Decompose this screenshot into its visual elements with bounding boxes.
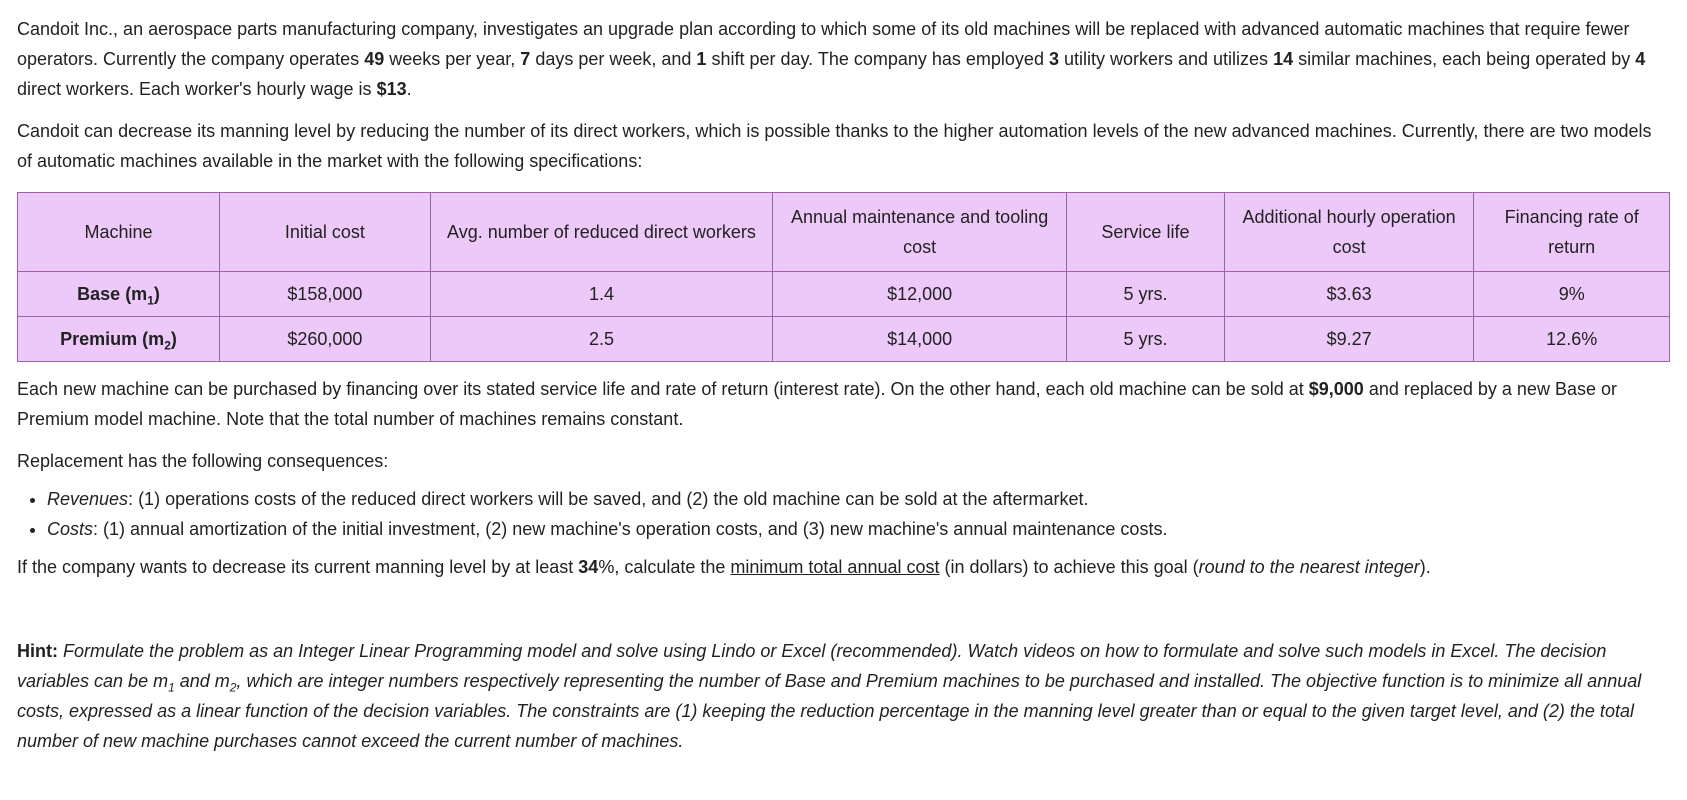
direct-workers-value: 4 [1635,49,1646,69]
header-cell: Additional hourly operation cost [1224,193,1474,272]
target-phrase: minimum total annual cost [730,557,940,577]
models-paragraph: Candoit can decrease its manning level by reducing the number of its direct workers, which is possible thanks to the higher automation levels of the new advanced machines. Currently, there are two models of automatic machines available in the market with the following specifications: [17,121,1652,171]
header-cell: Avg. number of reduced direct workers [430,193,773,272]
table-cell: 9% [1474,272,1670,317]
table-row [18,272,1670,317]
table-cell: $158,000 [220,272,431,317]
table-cell: $14,000 [773,317,1067,362]
table-cell: $9.27 [1224,317,1474,362]
table-cell: $12,000 [773,272,1067,317]
table-cell: 1.4 [430,272,773,317]
list-item: • Costs: (1) annual amortization of the initial investment, (2) new machine's operation costs, and (3) new machine's annual maintenance costs. [47,514,1670,544]
hint-paragraph: Hint: Formulate the problem as an Integer Linear Programming model and solve using Lindo or Excel (recommended). Watch videos on how to formulate and solve such models in Excel. The decision variables can be $m_1$ and $m_2$, which are integer numbers respectively representing the number of Base and Premium machines to be purchased and installed. The objective function is to minimize all annual costs, expressed as a linear function of the decision variables. The constraints are (1) keeping the reduction percentage in the manning level greater than or equal to the given target level, and (2) the total number of new machine purchases cannot exceed the current number of machines. [17,641,1642,751]
days-value: 7 [520,49,531,69]
hint-label: Hint: [17,641,58,661]
list-item: • Revenues: (1) operations costs of the reduced direct workers will be saved, and (2) the old machine can be sold at the aftermarket. [47,484,1670,514]
consequences-intro: Replacement has the following consequences: [17,451,389,471]
table-cell: 12.6% [1474,317,1670,362]
target-percent-value: 34 [578,557,599,577]
header-cell: Machine [18,193,220,272]
header-cell: Annual maintenance and tooling cost [773,193,1067,272]
utility-workers-value: 3 [1048,49,1059,69]
resale-price-value: $9,000 [1308,379,1364,399]
header-cell: Service life [1067,193,1225,272]
table-cell: 5 yrs. [1067,317,1225,362]
row-label: Premium $(m_2)$ [18,317,220,362]
question-paragraph: If the company wants to decrease its current manning level by at least 34%, calculate the minimum total annual cost (in dollars) to achieve this goal (round to the nearest integer). [17,557,1431,577]
table-row [18,317,1670,362]
intro-paragraph: Candoit Inc., an aerospace parts manufacturing company, investigates an upgrade plan according to which some of its old machines will be replaced with advanced automatic machines that require fewer operators. Currently the company operates 49 weeks per year, 7 days per week, and 1 shift per day. The company has employed 3 utility workers and utilizes 14 similar machines, each being operated by 4 direct workers. Each worker's hourly wage is $13. [17,19,1646,99]
weeks-value: 49 [364,49,385,69]
machine-specs-table [17,192,1670,362]
shifts-value: 1 [696,49,707,69]
table-cell: 5 yrs. [1067,272,1225,317]
consequences-list [17,484,1670,544]
table-cell: $260,000 [220,317,431,362]
header-cell: Initial cost [220,193,431,272]
row-label: Base $(m_1)$ [18,272,220,317]
header-cell: Financing rate of return [1474,193,1670,272]
machines-value: 14 [1273,49,1294,69]
table-header-row [18,193,1670,272]
table-cell: 2.5 [430,317,773,362]
wage-value: $13 [376,79,407,99]
table-cell: $3.63 [1224,272,1474,317]
financing-paragraph: Each new machine can be purchased by financing over its stated service life and rate of return (interest rate). On the other hand, each old machine can be sold at $9,000 and replaced by a new Base or Premium model machine. Note that the total number of machines remains constant. [17,379,1617,429]
